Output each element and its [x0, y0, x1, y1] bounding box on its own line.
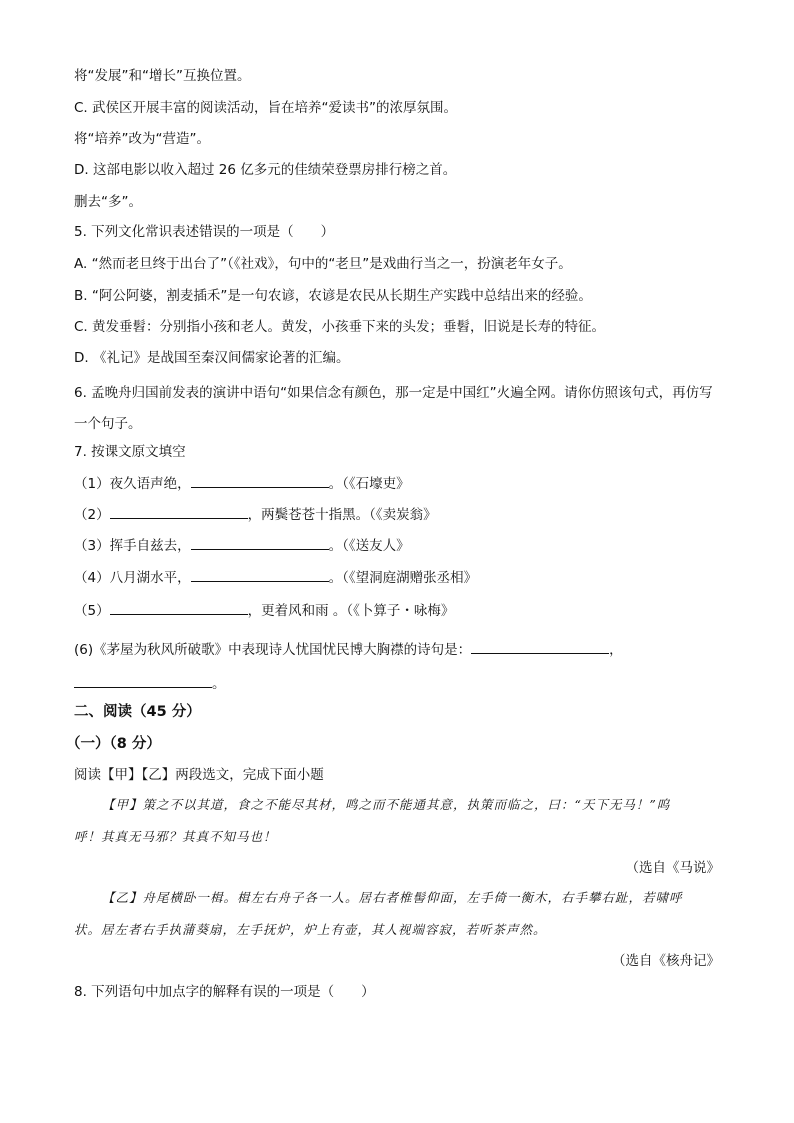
- question-6: 6. 孟晚舟归国前发表的演讲中语句“如果信念有颜色，那一定是中国红”火遍全网。请你仿照该句式，再仿写一个句子。: [74, 385, 713, 432]
- fill-4-blank[interactable]: [191, 567, 329, 582]
- question-5-option-a: A. “然而老旦终于出台了”（《社戏》，句中的“老旦”是戏曲行当之一，扮演老年女子。: [74, 256, 572, 272]
- fill-4-suffix: 。（《望洞庭湖赠张丞相》: [328, 570, 478, 586]
- subsection-heading-1: （一）（8 分）: [66, 736, 161, 752]
- fill-item-4: [74, 567, 720, 588]
- fill-2-suffix: ，两鬓苍苍十指黑。（《卖炭翁》: [247, 507, 437, 523]
- fill-1-prefix: （1）夜久语声绝，: [74, 476, 191, 492]
- fill-2-prefix: （2）: [74, 507, 110, 523]
- fill-3-suffix: 。（《送友人》: [328, 538, 410, 554]
- passage-yi-line-2: 状。居左者右手执蒲葵扇，左手抚炉，炉上有壶，其人视端容寂，若听茶声然。: [74, 922, 547, 937]
- question-5-option-d: D. 《礼记》是战国至秦汉间儒家论著的汇编。: [74, 350, 350, 366]
- answer-line-swap: 将“发展”和“增长”互换位置。: [74, 68, 251, 84]
- fill-4-prefix: （4）八月湖水平，: [74, 570, 191, 586]
- reading-instruction: 阅读【甲】【乙】两段选文，完成下面小题: [74, 767, 324, 783]
- fill-item-6-continued: [74, 673, 720, 694]
- answer-line-replace: 将“培养”改为“营造”。: [74, 131, 210, 147]
- fill-3-prefix: （3）挥手自兹去，: [74, 538, 191, 554]
- fill-item-6: [74, 639, 720, 660]
- fill-5-prefix: （5）: [74, 603, 110, 619]
- fill-6-period: 。: [212, 676, 226, 692]
- fill-6-prefix: (6)《茅屋为秋风所破歌》中表现诗人忧国忧民博大胸襟的诗句是：: [74, 642, 472, 658]
- answer-line-delete: 删去“多”。: [74, 194, 142, 210]
- fill-6-comma: ，: [609, 642, 623, 658]
- passage-jia-line-1: 【甲】策之不以其道，食之不能尽其材，鸣之而不能通其意，执策而临之，曰：“天下无马！”呜: [102, 797, 671, 812]
- option-c-sentence: C. 武侯区开展丰富的阅读活动，旨在培养“爱读书”的浓厚氛围。: [74, 100, 457, 116]
- section-heading-reading: 二、阅读（45 分）: [74, 704, 201, 720]
- question-5-option-c: C. 黄发垂髫：分别指小孩和老人。黄发，小孩垂下来的头发；垂髫，旧说是长寿的特征。: [74, 319, 606, 335]
- source-hezhouji: （选自《核舟记》: [612, 953, 720, 969]
- fill-5-blank[interactable]: [110, 600, 248, 615]
- fill-5-suffix: ，更着风和雨 。（《卜算子・咏梅》: [247, 603, 455, 619]
- passage-yi-line-1: 【乙】舟尾横卧一楫。楫左右舟子各一人。居右者椎髻仰面，左手倚一衡木，右手攀右趾，若啸呼: [102, 890, 683, 905]
- fill-1-blank[interactable]: [191, 473, 329, 488]
- question-5-option-b: B. “阿公阿婆，割麦插禾”是一句农谚，农谚是农民从长期生产实践中总结出来的经验。: [74, 288, 592, 304]
- question-7: 7. 按课文原文填空: [74, 444, 186, 460]
- source-mashuo: （选自《马说》: [625, 860, 720, 876]
- fill-item-3: [74, 535, 720, 556]
- fill-item-2: [74, 504, 720, 525]
- question-8: 8. 下列语句中加点字的解释有误的一项是（ ）: [74, 984, 375, 1000]
- fill-6-blank-a[interactable]: [471, 639, 609, 654]
- fill-3-blank[interactable]: [191, 535, 329, 550]
- option-d-sentence: D. 这部电影以收入超过 26 亿多元的佳绩荣登票房排行榜之首。: [74, 162, 457, 178]
- fill-1-suffix: 。（《石壕吏》: [328, 476, 410, 492]
- question-5: 5. 下列文化常识表述错误的一项是（ ）: [74, 224, 335, 240]
- fill-item-5: [74, 600, 720, 621]
- passage-jia-line-2: 呼！其真无马邪？其真不知马也！: [74, 829, 277, 844]
- fill-2-blank[interactable]: [110, 504, 248, 519]
- fill-6-blank-b[interactable]: [74, 673, 212, 688]
- fill-item-1: [74, 473, 720, 494]
